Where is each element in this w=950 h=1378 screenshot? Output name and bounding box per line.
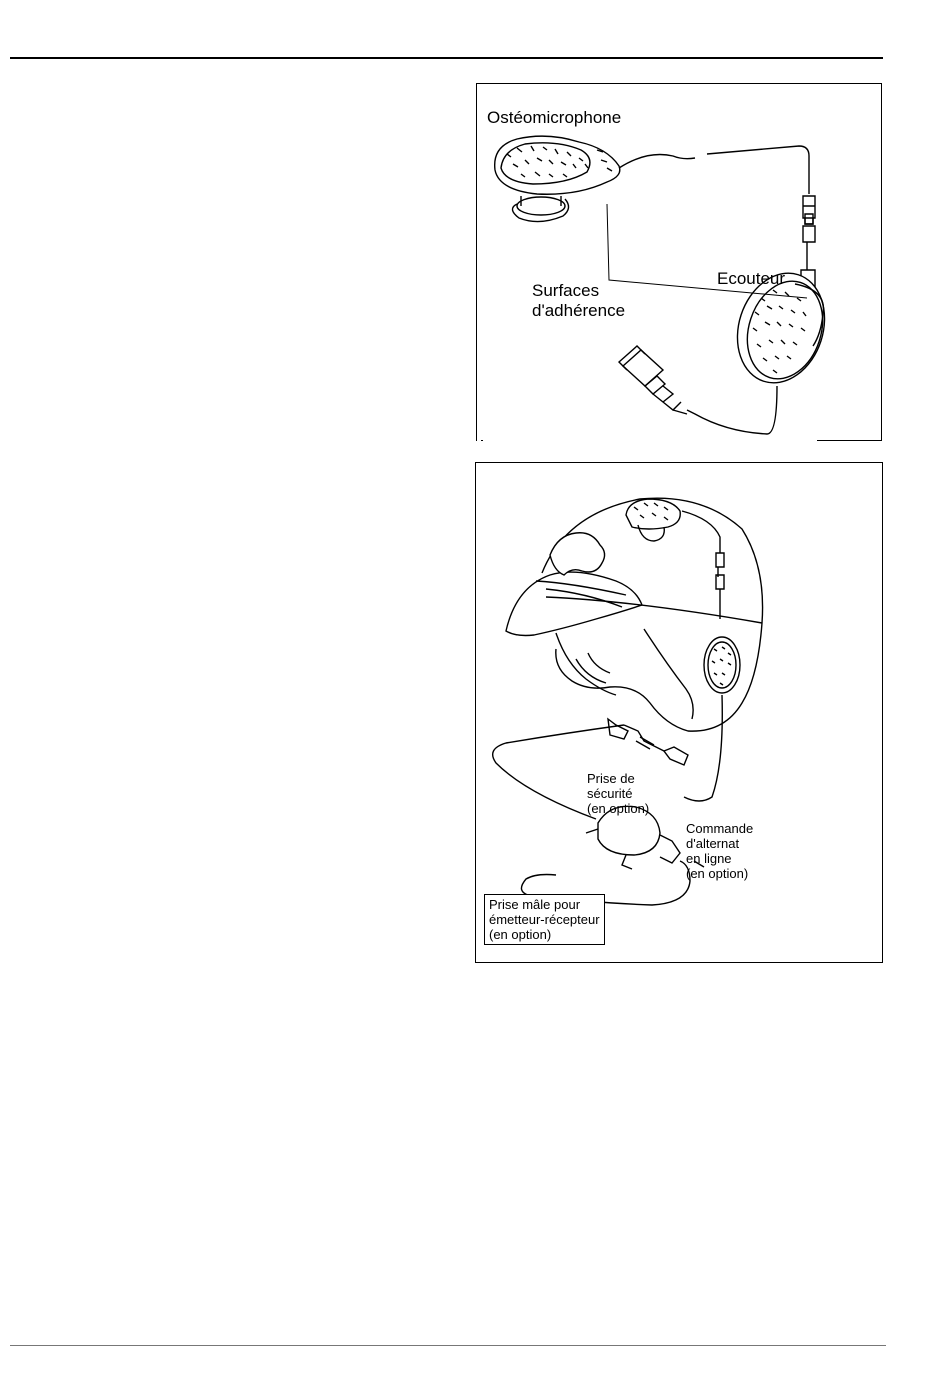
helmet-assembly-illustration [476,463,882,962]
figure-helmet-assembly [475,462,883,963]
label-dalternat: d'alternat [686,836,740,851]
connector-plug-drawing [619,346,687,414]
helmet-earphone-drawing [704,637,740,693]
callout-male-plug [484,894,605,945]
label-osteomicrophone: Ostéomicrophone [487,108,622,127]
label-safety-option: (en option) [587,801,650,816]
headset-components-illustration [477,84,881,440]
label-surfaces-line1: Surfaces [532,281,600,300]
label-en-ligne: en ligne [686,851,732,866]
label-surfaces-line2: d'adhérence [532,301,626,320]
label-commande: Commande [686,821,754,836]
label-emetteur-recepteur: émetteur-récepteur [489,912,600,927]
label-prise-male: Prise mâle pour [489,897,581,912]
label-ecouteur: Ecouteur [717,269,786,288]
figure-headset-components [476,83,882,441]
header-rule [10,57,883,59]
label-male-plug-option: (en option) [489,927,552,942]
ptt-control-drawing [521,806,704,905]
label-prise-de: Prise de [587,771,635,786]
helmet-drawing [506,498,763,731]
label-securite: sécurité [587,786,633,801]
label-ptt-option: (en option) [686,866,749,881]
bone-microphone-drawing [495,136,695,221]
footer-rule [10,1345,886,1346]
